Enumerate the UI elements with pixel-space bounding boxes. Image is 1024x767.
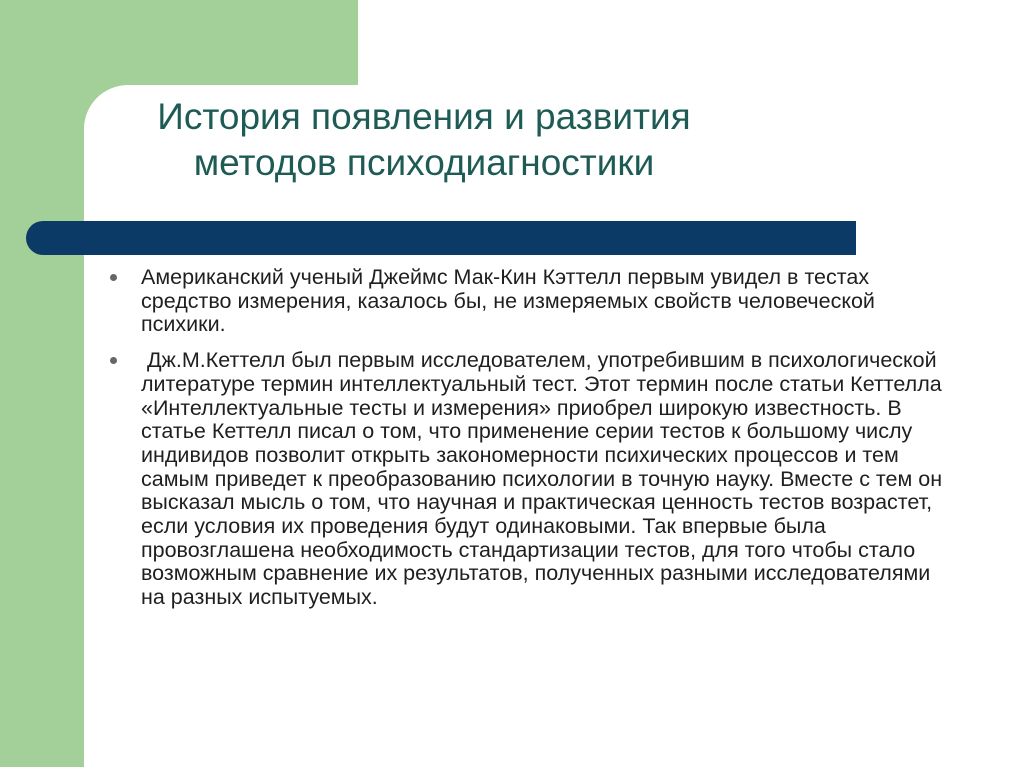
- bullet-dot-icon: [110, 357, 117, 364]
- bullet-dot-icon: [110, 274, 117, 281]
- bullet-item: [108, 266, 948, 337]
- bullet-list: [108, 266, 948, 622]
- bullet-text: Дж.М.Кеттелл был первым исследователем, употребившим в психологической литературе термин интеллектуальный тест. Этот термин после статьи Кеттелла «Интеллектуальные тесты и измерения» приобрел широкую известность. В статье Кеттелл писал о том, что применение серии тестов к большому числу индивидов позволит открыть закономерности психических процессов и тем самым приведет к преобразованию психологии в точную науку. Вместе с тем он высказал мысль о том, что научная и практическая ценность тестов возрастет, если условия их проведения будут одинаковыми. Так впервые была провозглашена необходимость стандартизации тестов, для того чтобы стало возможным сравнение их результатов, полученных разными исследователями на разных испытуемых.: [141, 348, 949, 610]
- slide-title-line-1: История появления и развития: [157, 96, 691, 137]
- bullet-item: [108, 349, 948, 610]
- title-divider-bar: [26, 221, 856, 255]
- slide-title: [84, 94, 764, 186]
- bullet-text: Американский ученый Джеймс Мак-Кин Кэттелл первым увидел в тестах средство измерения, казалось бы, не измеряемых свойств человеческой психики.: [141, 265, 875, 337]
- slide-title-line-2: методов психодиагностики: [193, 142, 655, 183]
